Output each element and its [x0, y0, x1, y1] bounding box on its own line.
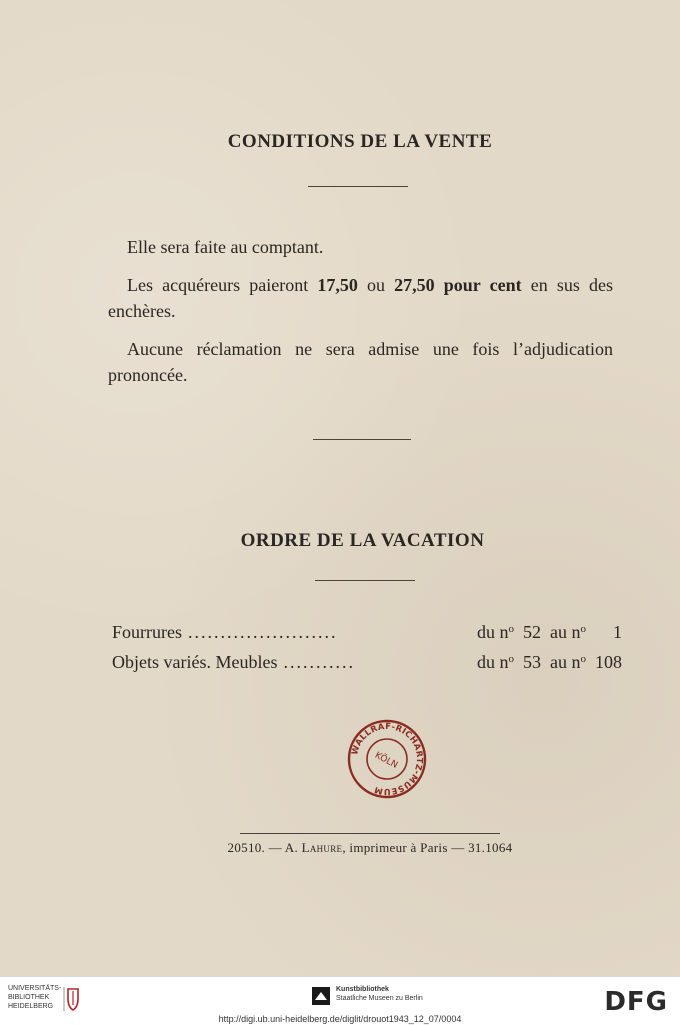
range-from: 52: [523, 622, 541, 642]
paragraph-text: en sus des enchères.: [108, 275, 613, 321]
range-text: au n: [550, 652, 581, 672]
superscript: o: [508, 623, 514, 635]
paragraph-text: Les acquéreurs paieront: [127, 275, 318, 295]
printer-name: Lahure: [301, 840, 343, 855]
condition-paragraph-1: Elle sera faite au comptant.: [127, 237, 324, 257]
permalink-url[interactable]: http://digi.ub.uni-heidelberg.de/diglit/drouot1943_12_07/0004: [218, 1014, 462, 1024]
logo-text: HEIDELBERG: [8, 1003, 54, 1010]
superscript: o: [580, 623, 586, 635]
schedule-item-name: Objets variés. Meubles: [112, 652, 278, 672]
divider-rule: [313, 439, 411, 440]
range-to: 108: [595, 652, 622, 672]
vacation-title: ORDRE DE LA VACATION: [240, 530, 485, 551]
range-text: du n: [477, 652, 509, 672]
university-library-logo[interactable]: [8, 984, 61, 1011]
schedule-item-range: [477, 616, 622, 646]
logo-text: Kunstbibliothek: [336, 986, 389, 993]
logo-text: Staatliche Museen zu Berlin: [336, 995, 423, 1002]
imprint-text: , imprimeur à Paris — 31.1064: [342, 840, 513, 855]
superscript: o: [508, 653, 514, 665]
percentage-value-1: 17,50: [317, 275, 358, 295]
leader-dots: .......................: [188, 622, 338, 642]
condition-paragraph-2: [108, 272, 613, 324]
conditions-title: CONDITIONS DE LA VENTE: [227, 131, 493, 152]
kunstbibliothek-logo-icon[interactable]: [312, 987, 330, 1005]
schedule-item-name: Fourrures: [112, 622, 182, 642]
heidelberg-crest-icon: [62, 985, 82, 1013]
imprint-text: 20510. — A.: [227, 840, 302, 855]
printer-imprint: [0, 840, 680, 856]
percentage-value-2: 27,50 pour cent: [394, 275, 522, 295]
stamp-outer-text: WALLRAF-RICHARTZ-MUSEUM: [349, 720, 426, 798]
kunstbibliothek-label: [336, 985, 423, 1003]
dfg-logo[interactable]: DFG: [604, 987, 668, 1017]
schedule-row: [112, 616, 622, 646]
range-text: du n: [477, 622, 509, 642]
logo-text: BIBLIOTHEK: [8, 994, 50, 1001]
range-from: 53: [523, 652, 541, 672]
paragraph-text: ou: [357, 275, 395, 295]
divider-rule: [315, 580, 415, 581]
stamp-inner-text: KÖLN: [373, 750, 400, 771]
range-to: 1: [613, 622, 622, 642]
schedule-item-range: [477, 646, 622, 676]
museum-stamp-icon: [346, 718, 428, 800]
schedule-row: [112, 646, 622, 676]
superscript: o: [580, 653, 586, 665]
leader-dots: ...........: [283, 652, 355, 672]
condition-paragraph-3: Aucune réclamation ne sera admise une fois l’adjudication prononcée.: [108, 339, 613, 385]
logo-text: UNIVERSITÄTS-: [8, 985, 62, 992]
divider-rule: [308, 186, 408, 187]
divider-rule: [240, 833, 500, 834]
vacation-schedule: [112, 616, 622, 676]
range-text: au n: [550, 622, 581, 642]
digitization-footer: [0, 976, 680, 1025]
